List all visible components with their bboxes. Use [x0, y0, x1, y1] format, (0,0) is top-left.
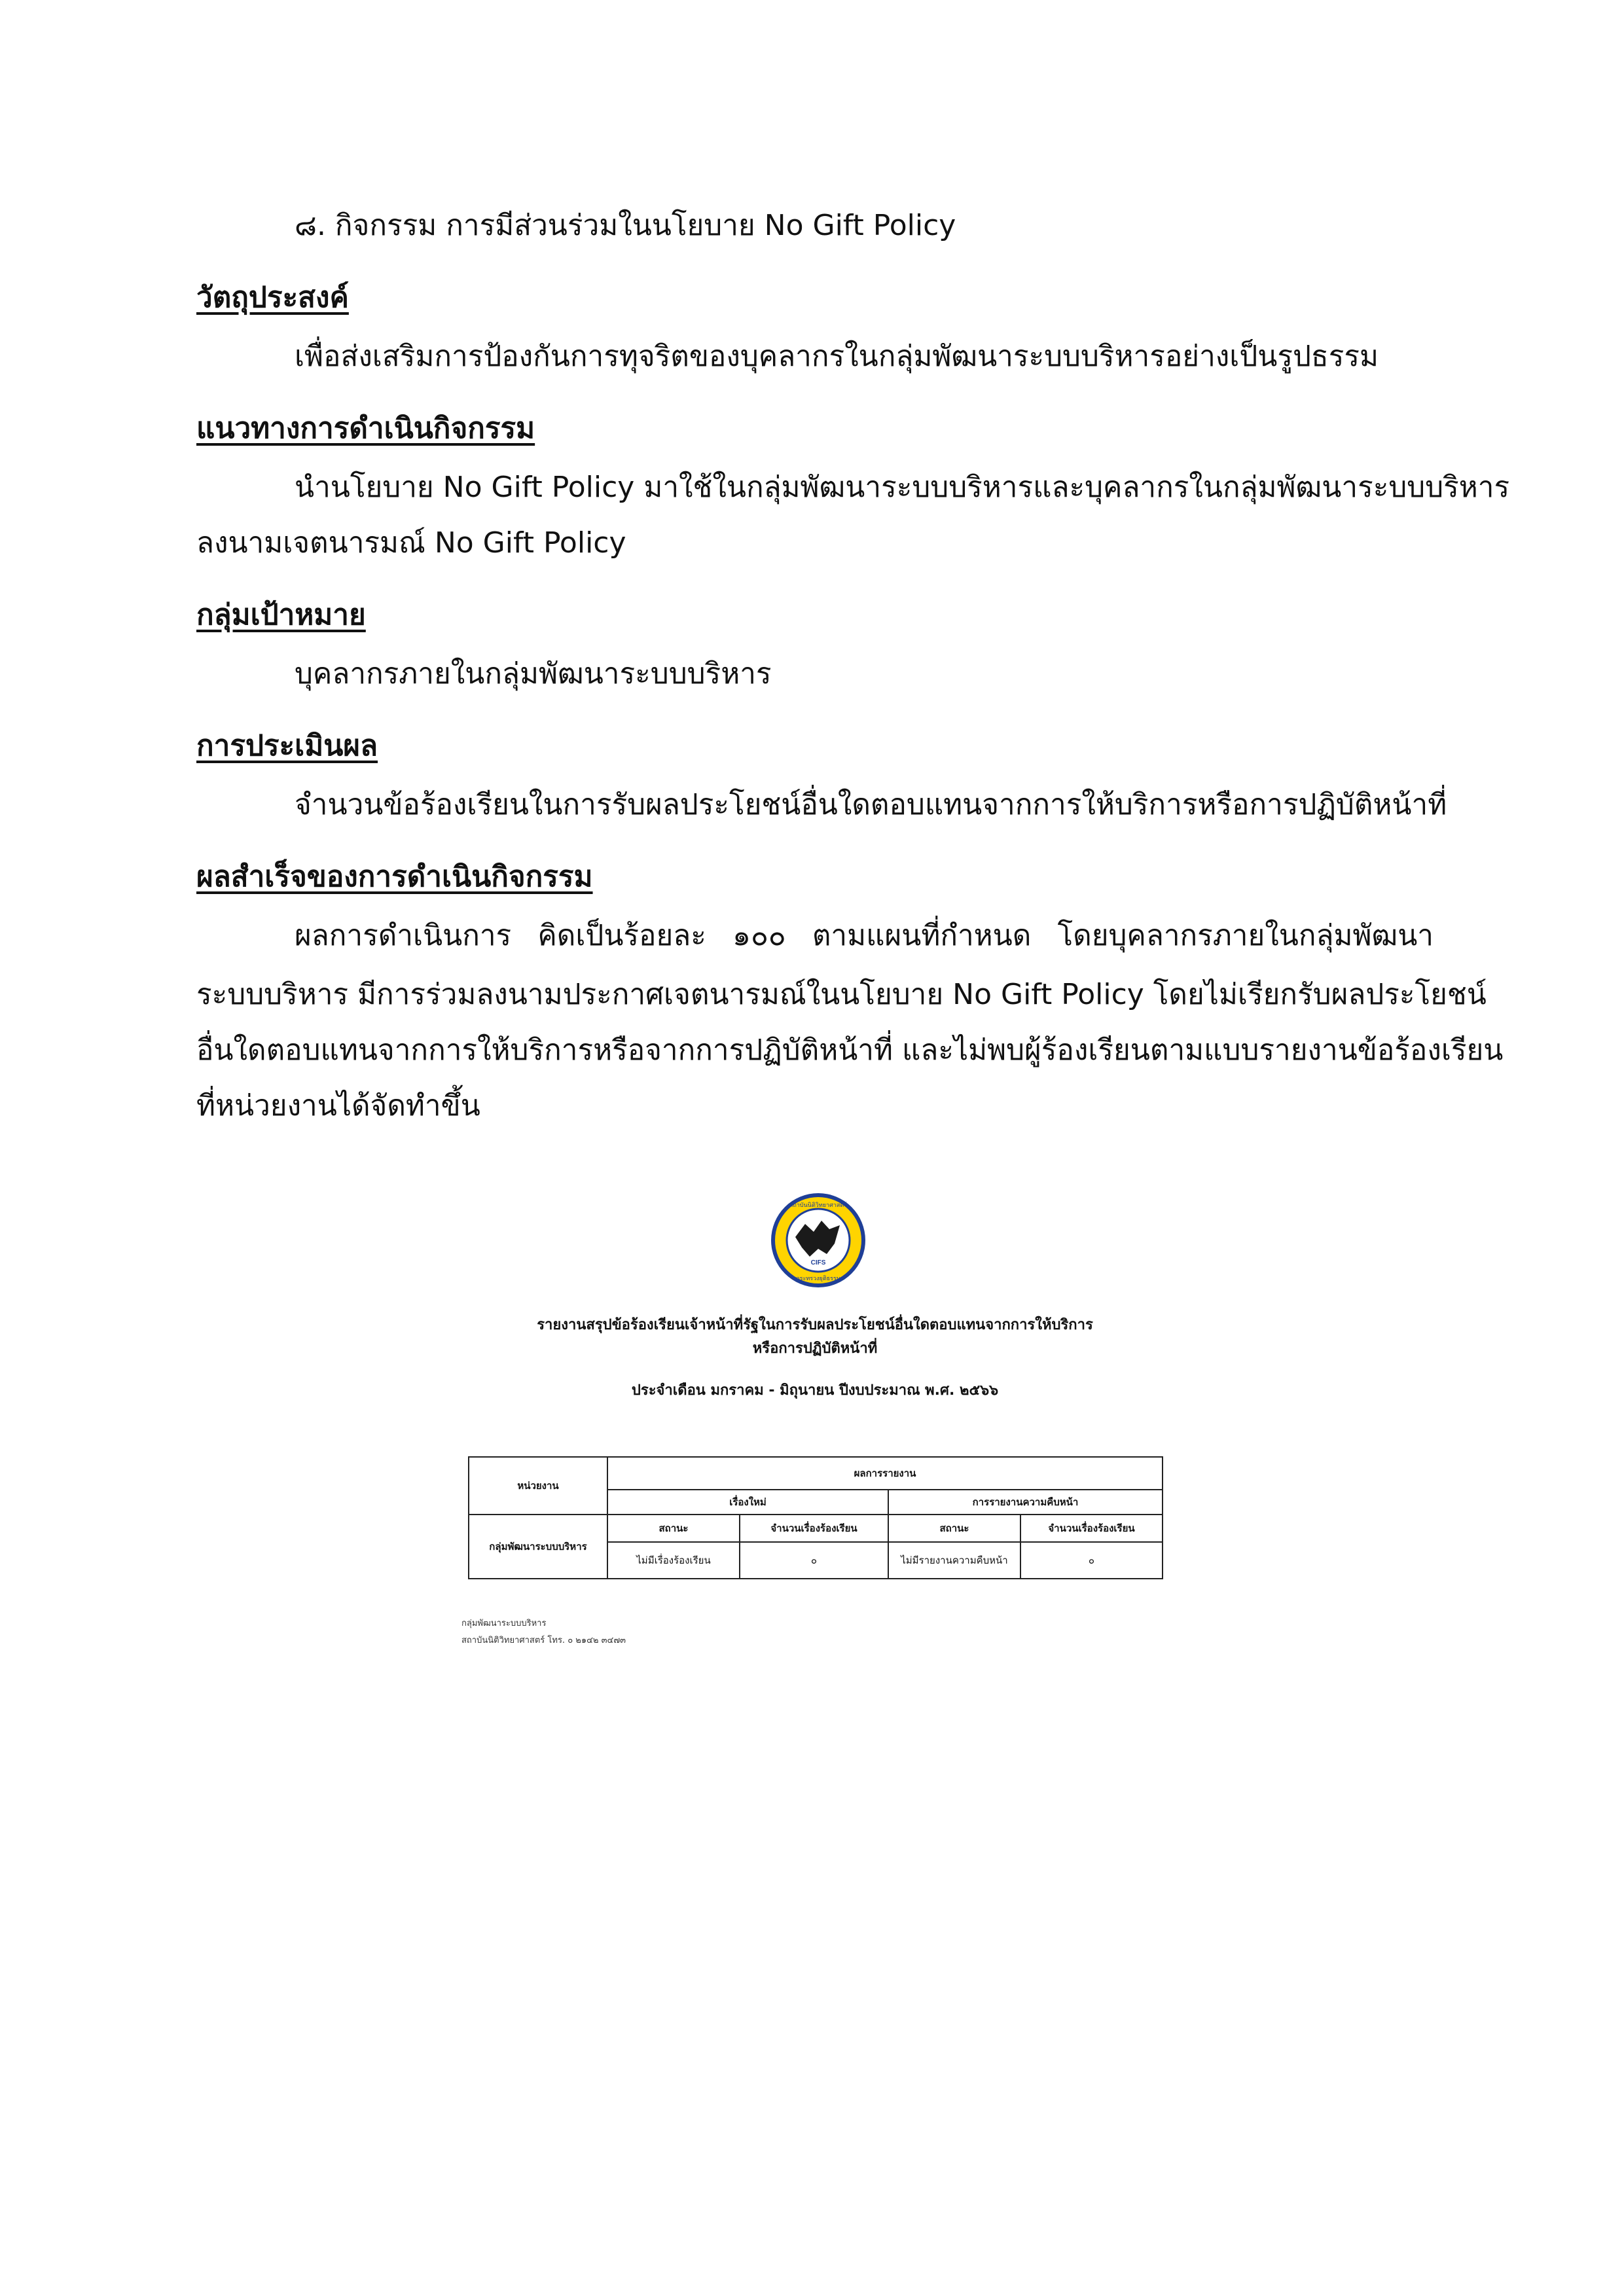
report-title-line-2: หรือการปฏิบัติหน้าที่ [752, 1340, 878, 1357]
unit-header: หน่วยงาน [469, 1457, 607, 1515]
progress-count-header: จำนวนเรื่องร้องเรียน [1020, 1515, 1163, 1542]
progress-count-value: ๐ [1020, 1542, 1163, 1579]
progress-status-value: ไม่มีรายงานความคืบหน้า [888, 1542, 1020, 1579]
results-header: ผลการรายงาน [607, 1457, 1163, 1490]
new-count-header: จำนวนเรื่องร้องเรียน [740, 1515, 888, 1542]
evaluation-text: จำนวนข้อร้องเรียนในการรับผลประโยชน์อื่นใดตอบแทนจากการให้บริการหรือการปฏิบัติหน้าที่ [295, 788, 1447, 821]
complaint-report-figure [452, 1191, 1178, 1662]
result-text-line-2: ระบบบริหาร มีการร่วมลงนามประกาศเจตนารมณ์ในนโยบาย No Gift Policy โดยไม่เรียกรับผลประโยชน์ [196, 978, 1487, 1011]
new-status-value: ไม่มีเรื่องร้องเรียน [607, 1542, 740, 1579]
complaint-table [468, 1456, 1163, 1579]
target-heading: กลุ่มเป้าหมาย [196, 598, 366, 632]
section-title: ๘. กิจกรรม การมีส่วนร่วมในนโยบาย No Gift Policy [295, 209, 956, 242]
report-footer-line-2: สถาบันนิติวิทยาศาสตร์ โทร. ๐ ๒๑๔๒ ๓๔๗๓ [461, 1636, 626, 1645]
report-period: ประจำเดือน มกราคม - มิถุนายน ปีงบประมาณ พ.ศ. ๒๕๖๖ [631, 1382, 999, 1399]
logo-top-text: สถาบันนิติวิทยาศาสตร์ [789, 1202, 848, 1208]
new-status-header: สถานะ [607, 1515, 740, 1542]
result-text-line-4: ที่หน่วยงานได้จัดทำขึ้น [196, 1089, 480, 1122]
report-footer-line-1: กลุ่มพัฒนาระบบบริหาร [461, 1619, 547, 1628]
logo-cifs-text: CIFS [810, 1259, 826, 1266]
result-text-line-3: อื่นใดตอบแทนจากการให้บริการหรือจากการปฏิบัติหน้าที่ และไม่พบผู้ร้องเรียนตามแบบรายงานข้อร้องเรียน [196, 1033, 1504, 1067]
result-text-line-1: ผลการดำเนินการ คิดเป็นร้อยละ ๑๐๐ ตามแผนที่กำหนด โดยบุคลากรภายในกลุ่มพัฒนา [295, 919, 1434, 952]
result-heading: ผลสำเร็จของการดำเนินกิจกรรม [196, 860, 593, 893]
institute-logo [769, 1191, 867, 1289]
logo-bottom-text: กระทรวงยุติธรรม [796, 1275, 840, 1282]
evaluation-heading: การประเมินผล [196, 729, 378, 762]
report-title-line-1: รายงานสรุปข้อร้องเรียนเจ้าหน้าที่รัฐในการรับผลประโยชน์อื่นใดตอบแทนจากการให้บริการ [537, 1317, 1093, 1333]
unit-name: กลุ่มพัฒนาระบบบริหาร [469, 1515, 607, 1579]
approach-heading: แนวทางการดำเนินกิจกรรม [196, 412, 535, 445]
progress-status-header: สถานะ [888, 1515, 1020, 1542]
objective-text: เพื่อส่งเสริมการป้องกันการทุจริตของบุคลากรในกลุ่มพัฒนาระบบบริหารอย่างเป็นรูปธรรม [295, 340, 1379, 373]
target-text: บุคลากรภายในกลุ่มพัฒนาระบบบริหาร [295, 657, 772, 691]
objective-heading: วัตถุประสงค์ [196, 281, 349, 314]
new-count-value: ๐ [740, 1542, 888, 1579]
approach-text-line-1: นำนโยบาย No Gift Policy มาใช้ในกลุ่มพัฒนาระบบบริหารและบุคลากรในกลุ่มพัฒนาระบบบริหาร [295, 471, 1510, 504]
progress-report-header: การรายงานความคืบหน้า [888, 1490, 1163, 1515]
approach-text-line-2: ลงนามเจตนารมณ์ No Gift Policy [196, 526, 626, 560]
new-matters-header: เรื่องใหม่ [607, 1490, 888, 1515]
